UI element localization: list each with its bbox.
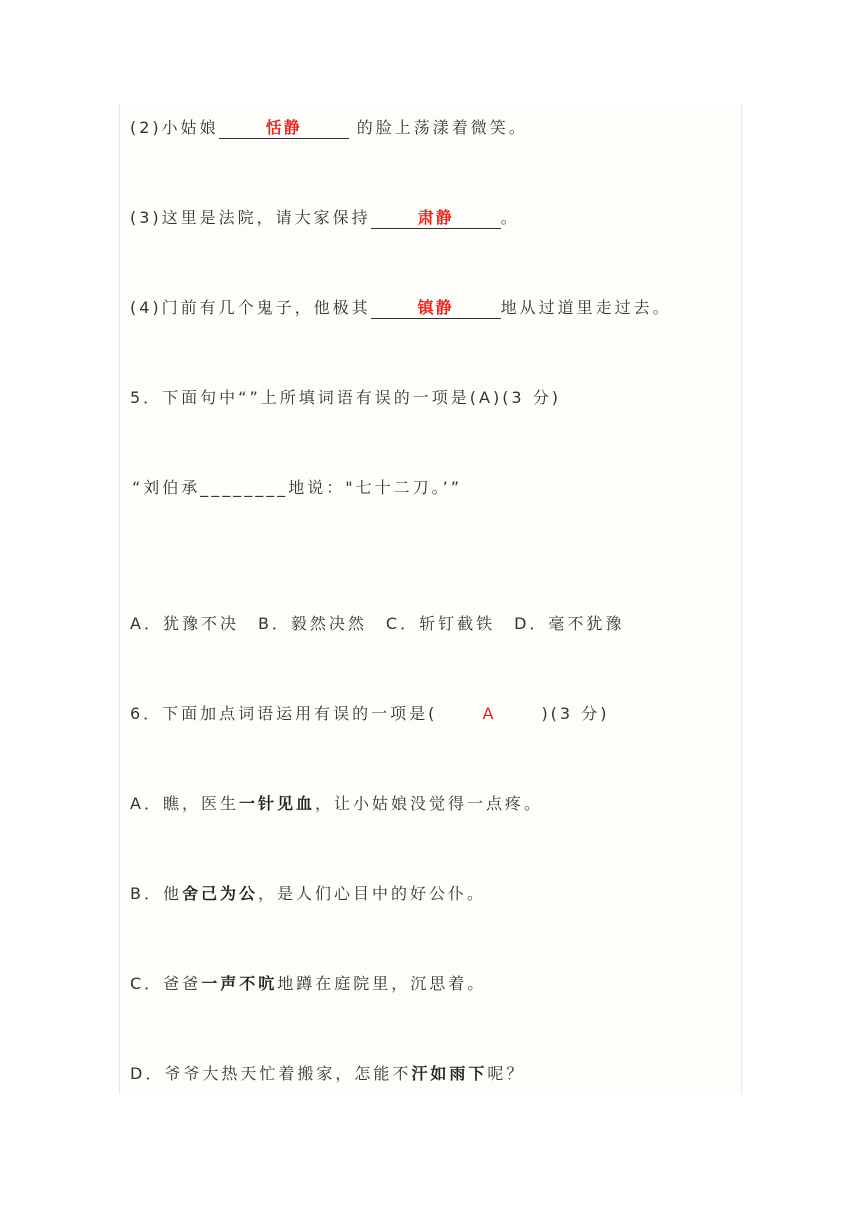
document-page — [119, 104, 742, 1094]
q5-sentence: “刘伯承________地说："七十二刀。’” — [132, 478, 463, 497]
q6-answer: A — [482, 704, 497, 723]
q4-item-3-answer: 肃静 — [417, 208, 454, 227]
q6-option-c-pre: C．爸爸 — [130, 974, 202, 993]
q4-item-4-blank — [371, 296, 501, 319]
q6-option-d-term: 汗如雨下 — [411, 1064, 488, 1083]
q4-item-2-prefix: (2)小姑娘 — [130, 118, 219, 137]
q6-option-c — [130, 972, 486, 996]
q6-answer-slot — [437, 702, 541, 726]
q4-item-2 — [130, 116, 528, 140]
q4-item-4-suffix: 地从过道里走过去。 — [500, 298, 672, 317]
q6-option-c-post: 地蹲在庭院里，沉思着。 — [277, 974, 487, 993]
q6-option-d-pre: D．爷爷大热天忙着搬家，怎能不 — [130, 1064, 412, 1083]
q4-item-4-answer: 镇静 — [417, 298, 454, 317]
q6-question — [130, 702, 609, 726]
q6-option-b-term: 舍己为公 — [181, 884, 258, 903]
q6-option-b — [130, 882, 486, 906]
q4-item-4-prefix: (4)门前有几个鬼子，他极其 — [130, 298, 371, 317]
q4-item-3-suffix: 。 — [500, 208, 520, 227]
q6-option-a-post: ，让小姑娘没觉得一点疼。 — [314, 794, 543, 813]
q6-option-a — [130, 792, 543, 816]
q6-question-prefix: 6．下面加点词语运用有误的一项是( — [130, 704, 438, 723]
q6-option-a-pre: A．瞧，医生 — [130, 794, 239, 813]
q5-question: 5．下面句中“”上所填词语有误的一项是(A)(3 分) — [130, 388, 561, 407]
q4-item-3 — [130, 206, 520, 230]
q4-item-4 — [130, 296, 672, 320]
q4-item-2-blank — [219, 116, 349, 139]
q6-option-a-term: 一针见血 — [238, 794, 315, 813]
q4-item-3-blank — [371, 206, 501, 229]
q6-option-b-post: ，是人们心目中的好公仆。 — [258, 884, 487, 903]
q5-options: A．犹豫不决 B．毅然决然 C．斩钉截铁 D．毫不犹豫 — [130, 614, 625, 633]
q6-option-c-term: 一声不吭 — [201, 974, 278, 993]
q6-option-b-pre: B．他 — [130, 884, 182, 903]
q6-option-d — [130, 1062, 525, 1086]
q4-item-3-prefix: (3)这里是法院，请大家保持 — [130, 208, 371, 227]
q4-item-2-answer: 恬静 — [265, 118, 302, 137]
q6-question-suffix: )(3 分) — [541, 704, 610, 723]
q4-item-2-suffix: 的脸上荡漾着微笑。 — [356, 118, 528, 137]
q6-option-d-post: 呢？ — [487, 1064, 526, 1083]
